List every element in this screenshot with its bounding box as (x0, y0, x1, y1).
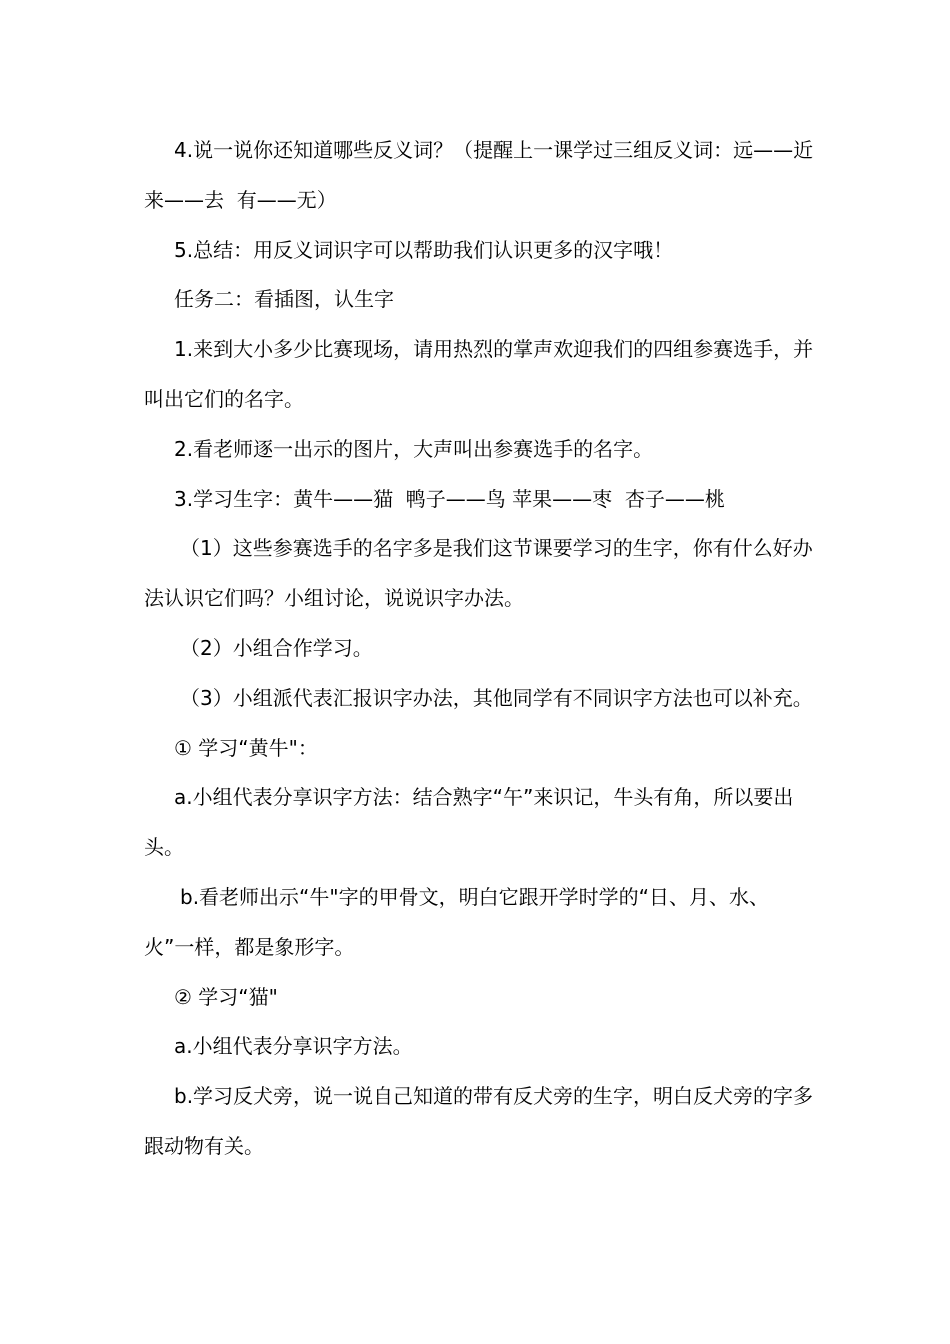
paragraph-competition-intro: 1.来到大小多少比赛现场，请用热烈的掌声欢迎我们的四组参赛选手，并叫出它们的名字。 (144, 337, 814, 411)
paragraph-step-1-discussion: （1）这些参赛选手的名字多是我们这节课要学习的生字，你有什么好办法认识它们吗？小组讨论，说说识字办法。 (144, 536, 813, 611)
paragraph-quan-radical: b.学习反犬旁，说一说自己知道的带有反犬旁的生字，明白反犬旁的字多跟动物有关。 (144, 1084, 814, 1158)
document-body (144, 126, 826, 1172)
paragraph-mao-method: a.小组代表分享识字方法。 (174, 1034, 413, 1059)
paragraph-new-characters: 3.学习生字：黄牛——猫 鸭子——鸟 苹果——枣 杏子——桃 (174, 486, 725, 511)
paragraph-picture-naming: 2.看老师逐一出示的图片，大声叫出参赛选手的名字。 (174, 436, 654, 461)
paragraph-task-two-heading: 任务二：看插图，认生字 (174, 287, 394, 312)
paragraph-niu-oracle-bone: b.看老师出示“牛"字的甲骨文，明白它跟开学时学的“日、月、水、火”一样，都是象形字。 (144, 884, 769, 959)
paragraph-niu-method: a.小组代表分享识字方法：结合熟字“午”来识记，牛头有角，所以要出头。 (144, 785, 794, 860)
paragraph-step-2-cooperation: （2）小组合作学习。 (180, 635, 373, 660)
paragraph-summary: 5.总结：用反义词识字可以帮助我们认识更多的汉字哦！ (174, 237, 674, 262)
paragraph-learn-huangniu: ① 学习“黄牛"： (174, 735, 318, 760)
paragraph-antonyms-question: 4.说一说你还知道哪些反义词？（提醒上一课学过三组反义词：远——近 来——去 有——无） (144, 138, 826, 212)
paragraph-learn-mao: ② 学习“猫" (174, 984, 278, 1009)
paragraph-step-3-report: （3）小组派代表汇报识字办法，其他同学有不同识字方法也可以补充。 (180, 685, 813, 710)
